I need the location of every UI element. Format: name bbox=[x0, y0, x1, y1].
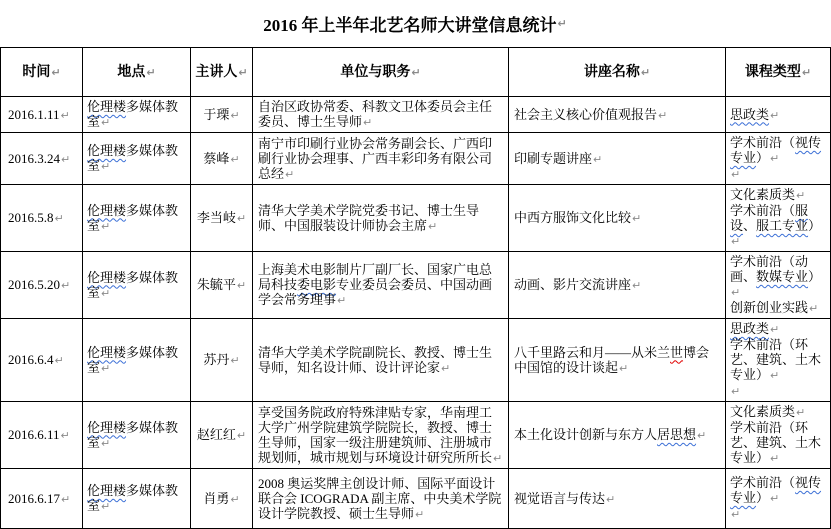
cell-lecture[interactable] bbox=[509, 133, 726, 185]
grammar-flagged-text: 服设 bbox=[730, 203, 809, 233]
table-header bbox=[1, 48, 831, 97]
paragraph bbox=[514, 151, 720, 167]
table-row bbox=[1, 469, 831, 529]
paragraph-mark: ↵ bbox=[770, 369, 780, 382]
text-run: 多媒体教室 bbox=[87, 419, 179, 450]
table-row bbox=[1, 185, 831, 252]
paragraph-mark: ↵ bbox=[230, 492, 240, 506]
paragraph bbox=[730, 107, 828, 123]
paragraph-mark: ↵ bbox=[770, 492, 780, 505]
cell-affiliation[interactable] bbox=[253, 402, 509, 469]
paragraph bbox=[730, 203, 828, 249]
text-run: 享受国务院政府特殊津贴专家，华南理工大学广州学院建筑学院院长，教授、博士生导师，国家一级注册建筑师、注册城市规划师，城市规划与环境设计研究所所长 bbox=[258, 404, 493, 465]
paragraph-mark: ↵ bbox=[441, 361, 451, 375]
header-cell-location[interactable] bbox=[83, 48, 191, 97]
table-body bbox=[1, 97, 831, 529]
paragraph-mark: ↵ bbox=[770, 452, 780, 465]
paragraph-mark: ↵ bbox=[238, 65, 248, 79]
text-run: 自治区政协常委、科教文卫体委员会主任委员、博士生导师 bbox=[258, 99, 493, 129]
grammar-flagged-text: 视传专业 bbox=[730, 135, 822, 165]
text-run: 学术前沿（动画、 bbox=[730, 254, 809, 284]
grammar-flagged-text: 视传专业 bbox=[730, 475, 822, 505]
paragraph bbox=[192, 210, 251, 226]
header-cell-speaker[interactable] bbox=[191, 48, 253, 97]
paragraph-mark: ↵ bbox=[731, 168, 741, 181]
paragraph bbox=[730, 166, 828, 182]
paragraph bbox=[8, 352, 80, 368]
paragraph-mark: ↵ bbox=[51, 65, 61, 79]
paragraph bbox=[8, 151, 80, 167]
paragraph-mark: ↵ bbox=[285, 167, 295, 181]
grammar-flagged-text: 伦理楼 bbox=[87, 419, 127, 435]
cell-location[interactable] bbox=[83, 133, 191, 185]
paragraph-mark: ↵ bbox=[101, 160, 111, 173]
paragraph bbox=[514, 277, 720, 293]
paragraph-mark: ↵ bbox=[230, 354, 240, 367]
paragraph-mark: ↵ bbox=[428, 219, 438, 233]
cell-time[interactable] bbox=[1, 469, 83, 529]
header-row bbox=[1, 48, 831, 97]
text-run: 中西方服饰文化比较 bbox=[514, 210, 632, 225]
lecture-info-table bbox=[0, 47, 831, 529]
header-label: 时间 bbox=[22, 64, 51, 80]
grammar-flagged-text: 伦理楼 bbox=[87, 202, 127, 218]
paragraph bbox=[730, 506, 828, 522]
paragraph bbox=[8, 107, 80, 123]
cell-lecture[interactable] bbox=[509, 319, 726, 402]
text-run: 多媒体教室 bbox=[87, 483, 179, 513]
paragraph-mark: ↵ bbox=[101, 219, 111, 233]
text-run: 2016.6.17 bbox=[8, 490, 60, 506]
text-run: 学术前沿（环艺、建筑、土木专业） bbox=[730, 420, 822, 465]
grammar-flagged-text: 居思想 bbox=[657, 427, 697, 442]
paragraph bbox=[258, 203, 503, 234]
text-run: 赵红红 bbox=[196, 427, 236, 442]
text-run: 八千里路云和月——从米兰 bbox=[514, 344, 671, 360]
paragraph-mark: ↵ bbox=[101, 500, 111, 513]
header-label: 讲座名称 bbox=[583, 64, 640, 80]
grammar-flagged-text: 伦理楼 bbox=[87, 143, 127, 158]
text-run: 多媒体教室 bbox=[87, 143, 179, 173]
text-run: ） bbox=[756, 490, 770, 505]
paragraph-mark: ↵ bbox=[770, 323, 780, 336]
text-run: 清华大学美术学院党委书记、博士生导师、中国服装设计师协会主席 bbox=[258, 202, 480, 233]
paragraph bbox=[192, 151, 251, 167]
text-run: 印刷专题讲座 bbox=[514, 150, 593, 166]
text-run: 2016.1.11 bbox=[8, 106, 60, 122]
cell-time[interactable] bbox=[1, 319, 83, 402]
cell-speaker[interactable] bbox=[191, 319, 253, 402]
header-cell-time[interactable] bbox=[1, 48, 83, 97]
cell-affiliation[interactable] bbox=[253, 252, 509, 319]
paragraph-mark: ↵ bbox=[230, 152, 240, 166]
paragraph bbox=[258, 136, 503, 182]
paragraph-mark: ↵ bbox=[697, 429, 707, 442]
paragraph-mark: ↵ bbox=[236, 429, 247, 442]
paragraph-mark: ↵ bbox=[796, 189, 806, 202]
paragraph bbox=[730, 321, 828, 337]
text-run: 上海美术电影制片厂副厂长、国家广电总局科技 bbox=[258, 262, 493, 292]
header-label: 单位与职务 bbox=[340, 64, 411, 80]
paragraph-mark: ↵ bbox=[640, 65, 651, 79]
text-run: 多媒体教室 bbox=[87, 99, 179, 129]
paragraph-mark: ↵ bbox=[60, 429, 70, 442]
cell-speaker[interactable] bbox=[191, 402, 253, 469]
text-run: 南宁市印刷行业协会常务副会长、广西印刷行业协会理事、广西丰彩印务有限公司总经 bbox=[258, 135, 493, 181]
table-row bbox=[1, 319, 831, 402]
paragraph-mark: ↵ bbox=[731, 508, 741, 521]
cell-location[interactable] bbox=[83, 469, 191, 529]
cell-course_type[interactable] bbox=[726, 133, 831, 185]
cell-speaker[interactable] bbox=[191, 185, 253, 252]
cell-speaker[interactable] bbox=[191, 252, 253, 319]
text-run: 博会中国馆的设计谈起 bbox=[514, 344, 710, 375]
paragraph-mark: ↵ bbox=[411, 65, 421, 79]
paragraph-mark: ↵ bbox=[632, 212, 642, 225]
paragraph-mark: ↵ bbox=[619, 361, 629, 375]
paragraph bbox=[8, 210, 80, 226]
paragraph bbox=[192, 427, 251, 443]
cell-location[interactable] bbox=[83, 97, 191, 133]
grammar-flagged-text: 伦理楼 bbox=[87, 99, 127, 114]
cell-affiliation[interactable] bbox=[253, 319, 509, 402]
paragraph bbox=[87, 270, 187, 301]
paragraph-mark: ↵ bbox=[809, 302, 819, 315]
cell-time[interactable] bbox=[1, 252, 83, 319]
paragraph bbox=[87, 345, 187, 376]
paragraph bbox=[87, 420, 187, 451]
paragraph bbox=[258, 405, 503, 466]
paragraph-mark: ↵ bbox=[101, 436, 111, 450]
text-run: 学术前沿（ bbox=[730, 475, 796, 490]
text-run: 学术前沿（ bbox=[730, 203, 796, 218]
paragraph bbox=[8, 427, 80, 443]
cell-time[interactable] bbox=[1, 402, 83, 469]
text-run: 2008 奥运奖牌主创设计师、国际平面设计联合会 ICOGRADA 副主席、中央美术学院设计学院教授、硕士生导师 bbox=[258, 475, 502, 521]
cell-lecture[interactable] bbox=[509, 185, 726, 252]
paragraph-mark: ↵ bbox=[796, 406, 806, 419]
paragraph-mark: ↵ bbox=[236, 279, 247, 292]
paragraph bbox=[514, 210, 720, 226]
header-label: 课程类型 bbox=[744, 64, 801, 80]
paragraph bbox=[730, 254, 828, 300]
cell-time[interactable] bbox=[1, 133, 83, 185]
cell-lecture[interactable] bbox=[509, 97, 726, 133]
cell-location[interactable] bbox=[83, 402, 191, 469]
paragraph bbox=[730, 300, 828, 316]
paragraph-mark: ↵ bbox=[146, 65, 156, 79]
page-title: 2016 年上半年北艺名师大讲堂信息统计 bbox=[263, 16, 557, 35]
paragraph bbox=[730, 187, 828, 203]
paragraph bbox=[87, 143, 187, 174]
paragraph bbox=[730, 337, 828, 383]
paragraph-mark: ↵ bbox=[60, 108, 70, 122]
paragraph bbox=[514, 427, 720, 443]
paragraph bbox=[8, 491, 80, 507]
document-title-paragraph[interactable] bbox=[0, 0, 830, 47]
paragraph bbox=[87, 203, 187, 234]
cell-affiliation[interactable] bbox=[253, 469, 509, 529]
text-run: 于瑮 bbox=[203, 106, 230, 122]
grammar-flagged-text: 伦理楼 bbox=[87, 483, 127, 498]
cell-course_type[interactable] bbox=[726, 319, 831, 402]
text-run: ） bbox=[756, 150, 770, 165]
text-run: ） bbox=[808, 269, 822, 284]
paragraph-mark: ↵ bbox=[658, 108, 668, 122]
cell-course_type[interactable] bbox=[726, 252, 831, 319]
cell-location[interactable] bbox=[83, 319, 191, 402]
paragraph-mark: ↵ bbox=[731, 385, 741, 398]
paragraph-mark: ↵ bbox=[61, 492, 71, 506]
paragraph bbox=[514, 107, 720, 123]
cell-lecture[interactable] bbox=[509, 402, 726, 469]
header-cell-affiliation[interactable] bbox=[253, 48, 509, 97]
text-run: 2016.5.20 bbox=[8, 277, 60, 292]
paragraph bbox=[258, 345, 503, 376]
header-cell-course_type[interactable] bbox=[726, 48, 831, 97]
paragraph bbox=[514, 345, 720, 376]
paragraph-mark: ↵ bbox=[731, 235, 741, 248]
paragraph-mark: ↵ bbox=[632, 279, 642, 292]
cell-location[interactable] bbox=[83, 185, 191, 252]
grammar-flagged-text: 数媒专业 bbox=[756, 269, 809, 284]
text-run: 2016.6.4 bbox=[8, 352, 54, 367]
text-run: 清华大学美术学院副院长、教授、博士生导师，知名设计师、设计评论家 bbox=[258, 344, 493, 375]
paragraph-mark: ↵ bbox=[493, 451, 503, 465]
paragraph-mark: ↵ bbox=[337, 294, 347, 307]
text-run: 创新创业实践 bbox=[730, 300, 809, 315]
cell-affiliation[interactable] bbox=[253, 185, 509, 252]
paragraph bbox=[730, 475, 828, 506]
paragraph bbox=[730, 383, 828, 399]
text-run: 文化素质类 bbox=[730, 187, 796, 202]
paragraph-mark: ↵ bbox=[606, 492, 616, 506]
paragraph-mark: ↵ bbox=[415, 507, 425, 521]
cell-time[interactable] bbox=[1, 185, 83, 252]
cell-time[interactable] bbox=[1, 97, 83, 133]
header-cell-lecture[interactable] bbox=[509, 48, 726, 97]
paragraph-mark: ↵ bbox=[101, 286, 111, 300]
paragraph-mark: ↵ bbox=[593, 152, 603, 166]
paragraph-mark: ↵ bbox=[731, 286, 741, 299]
paragraph-mark: ↵ bbox=[230, 108, 240, 122]
paragraph bbox=[192, 107, 251, 123]
text-run: 肖勇 bbox=[203, 490, 230, 506]
text-run: 、 bbox=[743, 218, 757, 233]
text-run: 学术前沿（ bbox=[730, 135, 796, 150]
grammar-flagged-text: 服工专业 bbox=[756, 218, 809, 233]
cell-location[interactable] bbox=[83, 252, 191, 319]
text-run: 动画、影片交流讲座 bbox=[514, 277, 632, 292]
paragraph bbox=[192, 491, 251, 507]
header-label: 主讲人 bbox=[195, 64, 238, 80]
paragraph-mark: ↵ bbox=[101, 361, 111, 375]
text-run: ） bbox=[808, 218, 822, 233]
grammar-flagged-text: 伦理楼 bbox=[87, 269, 127, 285]
cell-affiliation[interactable] bbox=[253, 133, 509, 185]
header-label: 地点 bbox=[117, 64, 146, 80]
paragraph-mark: ↵ bbox=[236, 212, 247, 225]
grammar-flagged-text: 思政类 bbox=[730, 106, 770, 122]
paragraph-mark: ↵ bbox=[801, 65, 812, 79]
cell-course_type[interactable] bbox=[726, 185, 831, 252]
cell-course_type[interactable] bbox=[726, 402, 831, 469]
text-run: 多媒体教室 bbox=[87, 269, 179, 300]
paragraph-mark: ↵ bbox=[61, 279, 71, 292]
paragraph bbox=[514, 491, 720, 507]
text-run: 2016.3.24 bbox=[8, 150, 60, 166]
paragraph bbox=[730, 404, 828, 420]
grammar-flagged-text: 委电影 bbox=[297, 277, 337, 292]
paragraph bbox=[258, 262, 503, 308]
paragraph bbox=[730, 135, 828, 166]
text-run: 专业委员会委员、中国动画学会常务理事 bbox=[258, 277, 493, 307]
grammar-flagged-text: 思政类 bbox=[730, 321, 770, 336]
cell-speaker[interactable] bbox=[191, 133, 253, 185]
paragraph bbox=[87, 99, 187, 130]
paragraph bbox=[730, 420, 828, 466]
paragraph-mark: ↵ bbox=[54, 212, 64, 225]
paragraph-mark: ↵ bbox=[101, 116, 111, 129]
cell-speaker[interactable] bbox=[191, 469, 253, 529]
text-run: 学术前沿（环艺、建筑、土木专业） bbox=[730, 337, 822, 382]
text-run: 社会主义核心价值观报告 bbox=[514, 106, 658, 122]
text-run: 多媒体教室 bbox=[87, 344, 179, 375]
table-row bbox=[1, 97, 831, 133]
text-run: 2016.6.11 bbox=[8, 427, 60, 442]
paragraph-mark: ↵ bbox=[770, 108, 780, 122]
paragraph-mark: ↵ bbox=[557, 17, 567, 30]
table-row bbox=[1, 133, 831, 185]
table-row bbox=[1, 252, 831, 319]
text-run: 视觉语言与传达 bbox=[514, 490, 606, 506]
text-run: 蔡峰 bbox=[203, 150, 230, 166]
spelling-flagged-text: 世 bbox=[670, 344, 684, 360]
grammar-flagged-text: 伦理楼 bbox=[87, 344, 127, 360]
text-run: 本土化设计创新与东方人 bbox=[514, 427, 658, 442]
cell-speaker[interactable] bbox=[191, 97, 253, 133]
text-run: 2016.5.8 bbox=[8, 210, 54, 225]
paragraph bbox=[258, 99, 503, 130]
table-row bbox=[1, 402, 831, 469]
paragraph-mark: ↵ bbox=[770, 152, 780, 165]
paragraph-mark: ↵ bbox=[54, 354, 64, 367]
text-run: 多媒体教室 bbox=[87, 202, 179, 233]
paragraph bbox=[192, 352, 251, 368]
cell-lecture[interactable] bbox=[509, 469, 726, 529]
text-run: 文化素质类 bbox=[730, 404, 796, 419]
cell-course_type[interactable] bbox=[726, 469, 831, 529]
paragraph bbox=[192, 277, 251, 293]
paragraph-mark: ↵ bbox=[363, 116, 373, 129]
cell-lecture[interactable] bbox=[509, 252, 726, 319]
paragraph bbox=[87, 483, 187, 514]
cell-affiliation[interactable] bbox=[253, 97, 509, 133]
paragraph-mark: ↵ bbox=[61, 152, 71, 166]
text-run: 朱毓平 bbox=[196, 277, 236, 292]
text-run: 李当岐 bbox=[196, 210, 236, 225]
paragraph bbox=[8, 277, 80, 293]
paragraph bbox=[258, 476, 503, 522]
text-run: 苏丹 bbox=[203, 352, 230, 367]
cell-course_type[interactable] bbox=[726, 97, 831, 133]
